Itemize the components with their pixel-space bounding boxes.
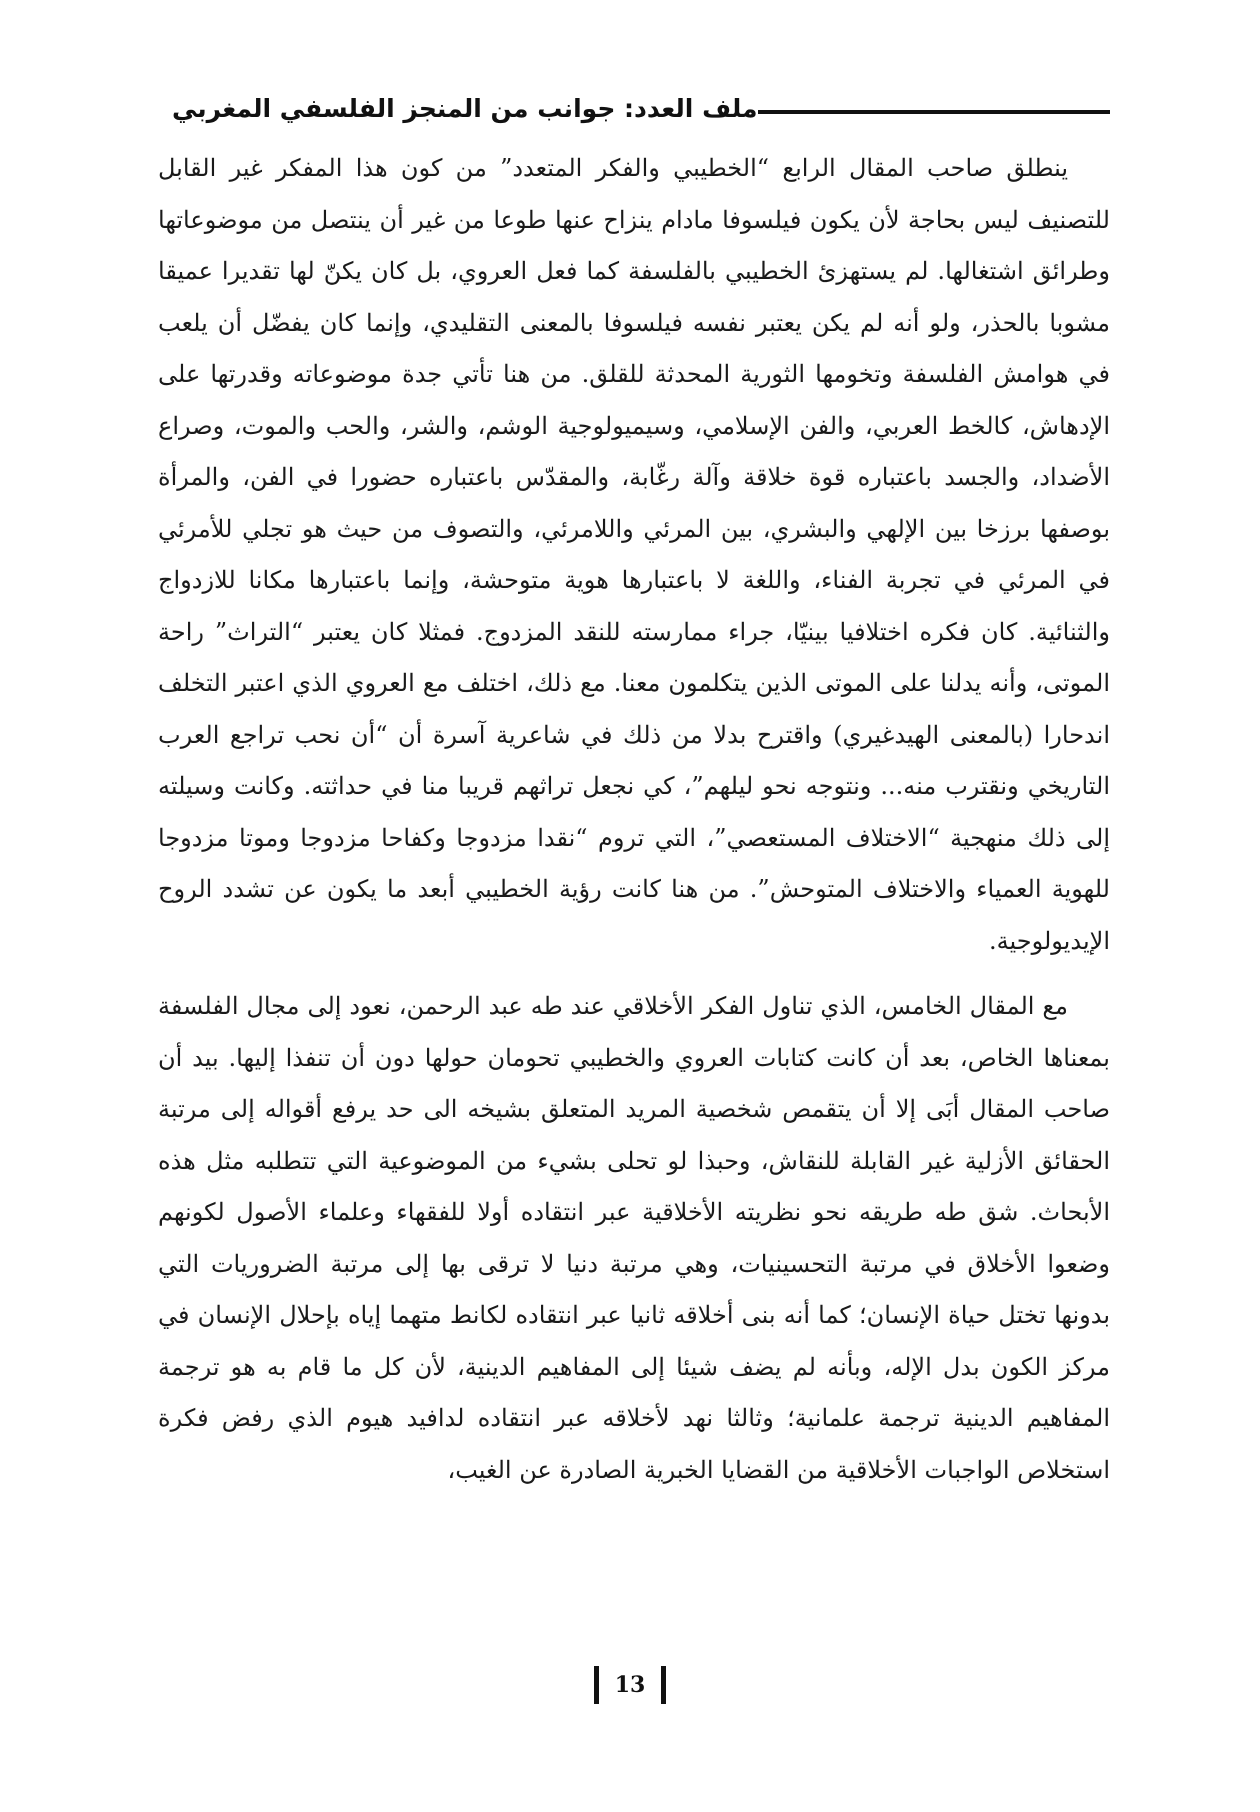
folio-bar-right [661,1666,666,1704]
running-header [158,86,1110,130]
section-title: ملف العدد: جوانب من المنجز الفلسفي المغربي [172,93,758,123]
page-number: 13 [614,1672,646,1698]
body-text [158,143,1110,1496]
paragraph: مع المقال الخامس، الذي تناول الفكر الأخلاقي عند طه عبد الرحمن، نعود إلى مجال الفلسفة بمعناها الخاص، بعد أن كانت كتابات العروي والخطيبي تحومان حولها دون أن تنفذا إليها. بيد أن صاحب المقال أبَى إلا أن يتقمص شخصية المريد المتعلق بشيخه الى حد يرفع أقواله إلى مرتبة الحقائق الأزلية غير القابلة للنقاش، وحبذا لو تحلى بشيء من الموضوعية التي تتطلبه مثل هذه الأبحاث. شق طه طريقه نحو نظريته الأخلاقية عبر انتقاده أولا للفقهاء وعلماء الأصول لكونهم وضعوا الأخلاق في مرتبة التحسينيات، وهي مرتبة دنيا لا ترقى بها إلى مرتبة الضروريات التي بدونها تختل حياة الإنسان؛ كما أنه بنى أخلاقه ثانيا عبر انتقاده لكانط متهما إياه بإحلال الإنسان في مركز الكون بدل الإله، وبأنه لم يضف شيئا إلى المفاهيم الدينية، لأن كل ما قام به هو ترجمة المفاهيم الدينية ترجمة علمانية؛ وثالثا نهد لأخلاقه عبر انتقاده لدافيد هيوم الذي رفض فكرة استخلاص الواجبات الأخلاقية من القضايا الخبرية الصادرة عن الغيب، [158,992,1110,1484]
paragraph: ينطلق صاحب المقال الرابع “الخطيبي والفكر المتعدد” من كون هذا المفكر غير القابل للتصنيف ليس بحاجة لأن يكون فيلسوفا مادام ينزاح عنها طوعا من غير أن ينتصل من موضوعاتها وطرائق اشتغالها. لم يستهزئ الخطيبي بالفلسفة كما فعل العروي، بل كان يكنّ لها تقديرا عميقا مشوبا بالحذر، ولو أنه لم يكن يعتبر نفسه فيلسوفا بالمعنى التقليدي، وإنما كان يفضّل أن يلعب في هوامش الفلسفة وتخومها الثورية المحدثة للقلق. من هنا تأتي جدة موضوعاته وقدرتها على الإدهاش، كالخط العربي، والفن الإسلامي، وسيميولوجية الوشم، والشر، والحب والموت، وصراع الأضداد، والجسد باعتباره قوة خلاقة وآلة رغّابة، والمقدّس باعتباره حضورا في الفن، والمرأة بوصفها برزخا بين الإلهي والبشري، بين المرئي واللامرئي، والتصوف من حيث هو تجلي للأمرئي في المرئي في تجربة الفناء، واللغة لا باعتبارها هوية متوحشة، وإنما باعتبارها مكانا للازدواج والثنائية. كان فكره اختلافيا بينيّا، جراء ممارسته للنقد المزدوج. فمثلا كان يعتبر “التراث” راحة الموتى، وأنه يدلنا على الموتى الذين يتكلمون معنا. مع ذلك، اختلف مع العروي الذي اعتبر التخلف اندحارا (بالمعنى الهيدغيري) واقترح بدلا من ذلك في شاعرية آسرة أن “أن نحب تراجع العرب التاريخي ونقترب منه... ونتوجه نحو ليلهم”، كي نجعل تراثهم قريبا منا في حداثته. وكانت وسيلته إلى ذلك منهجية “الاختلاف المستعصي”، التي تروم “نقدا مزدوجا وكفاحا مزدوجا وموتا مزدوجا للهوية العمياء والاختلاف المتوحش”. من هنا كانت رؤية الخطيبي أبعد ما يكون عن تشدد الروح الإيديولوجية. [158,154,1111,955]
folio-bar-left [594,1666,599,1704]
header-rule [758,110,1110,114]
page-footer [0,1666,1260,1704]
